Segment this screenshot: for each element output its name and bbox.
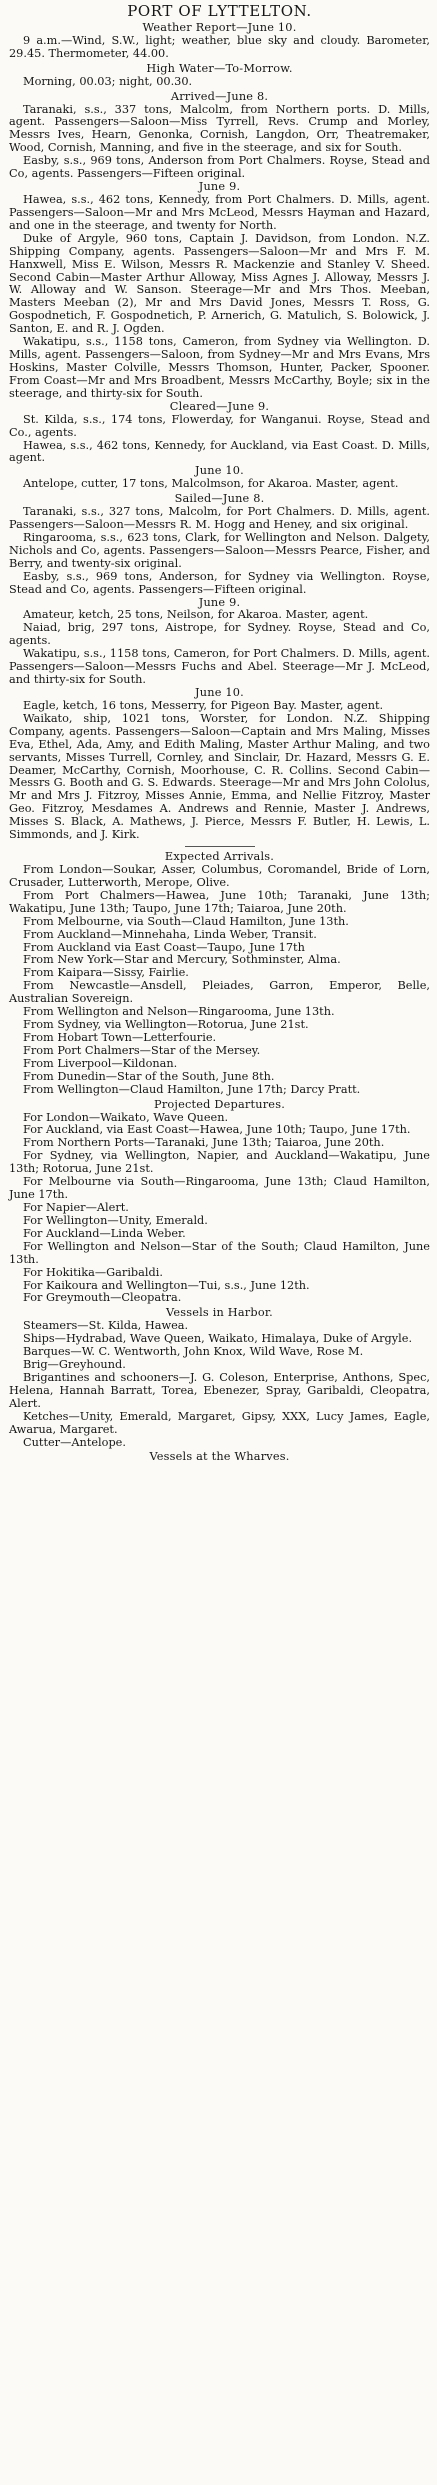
departure-entry: From Northern Ports—Taranaki, June 13th; Taiaroa, June 20th. bbox=[23, 1136, 385, 1150]
departure-entry: For Greymouth—Cleopatra. bbox=[23, 1291, 182, 1305]
expected-entry: From Melbourne, via South—Claud Hamilton, June 13th. bbox=[23, 914, 349, 928]
sailed-entry: Easby, s.s., 969 tons, Anderson, for Sydney via Wellington. Royse, Stead and Co, agents. Passengers—Fifteen original. bbox=[9, 569, 430, 596]
high-water-times: Morning, 00.03; night, 00.30. bbox=[23, 74, 193, 88]
departure-entry: For Napier—Alert. bbox=[23, 1200, 129, 1214]
date-subheading: June 9. bbox=[198, 180, 241, 194]
expected-entry: From Port Chalmers—Hawea, June 10th; Taranaki, June 13th; Wakatipu, June 13th; Taupo, June 17th; Taiaroa, June 20th. bbox=[9, 888, 430, 915]
departure-entry: For Wellington—Unity, Emerald. bbox=[23, 1213, 208, 1227]
vessels-in-harbor-heading: Vessels in Harbor. bbox=[166, 1306, 273, 1320]
harbor-entry: Cutter—Antelope. bbox=[23, 1435, 126, 1449]
weather-heading: Weather Report—June 10. bbox=[142, 21, 297, 34]
projected-departures-heading: Projected Departures. bbox=[154, 1097, 285, 1111]
expected-entry: From Newcastle—Ansdell, Pleiades, Garron, Emperor, Belle, Australian Sovereign. bbox=[9, 979, 430, 1006]
expected-entry: From Wellington and Nelson—Ringarooma, June 13th. bbox=[23, 1005, 335, 1019]
harbor-entry: Barques—W. C. Wentworth, John Knox, Wild Wave, Rose M. bbox=[23, 1345, 364, 1359]
departure-entry: For Wellington and Nelson—Star of the South; Claud Hamilton, June 13th. bbox=[9, 1239, 430, 1266]
harbor-entry: Brig—Greyhound. bbox=[23, 1358, 126, 1372]
harbor-entry: Ketches—Unity, Emerald, Margaret, Gipsy, XXX, Lucy James, Eagle, Awarua, Margaret. bbox=[9, 1409, 430, 1436]
sailed-entry: Waikato, ship, 1021 tons, Worster, for London. N.Z. Shipping Company, agents. Passengers—Saloon—Captain and Mrs Maling, Misses Eva, Ethel, Ada, Amy, and Edith Maling, Master Arthur Maling, and two servants, Misses Turrell, Cornley, and Sinclair, Dr. Hazard, Messrs G. E. Deamer, McCarthy, Cornish, Moorhouse, C. R. Collins. Second Cabin—Messrs G. Booth and G. S. Edwards. Steerage—Mr and Mrs John Cololus, Mr and Mrs J. Fitzroy, Misses Annie, Emma, and Nellie Fitzroy, Master Geo. Fitzroy, Mesdames A. Andrews and Rennie, Master J. Andrews, Misses S. Black, A. Mathews, J. Pierce, Messrs F. Butler, H. Lewis, L. Simmonds, and J. Kirk. bbox=[9, 711, 430, 842]
arrived-heading: Arrived—June 8. bbox=[170, 89, 269, 103]
departure-entry: For Sydney, via Wellington, Napier, and Auckland—Wakatipu, June 13th; Rotorua, June 21st. bbox=[9, 1149, 430, 1176]
weather-report: 9 a.m.—Wind, S.W., light; weather, blue sky and cloudy. Barometer, 29.45. Thermometer, 44.00. bbox=[9, 33, 430, 60]
sailed-entry: Ringarooma, s.s., 623 tons, Clark, for Wellington and Nelson. Dalgety, Nichols and Co, agents. Passengers—Saloon—Messrs Pearce, Fisher, and Berry, and twenty-six original. bbox=[9, 530, 430, 570]
cleared-entry: Antelope, cutter, 17 tons, Malcolmson, for Akaroa. Master, agent. bbox=[23, 477, 399, 491]
harbor-entry: Ships—Hydrabad, Wave Queen, Waikato, Himalaya, Duke of Argyle. bbox=[23, 1332, 413, 1346]
expected-entry: From London—Soukar, Asser, Columbus, Coromandel, Bride of Lorn, Crusader, Lutterworth, Merope, Olive. bbox=[9, 863, 430, 889]
sailed-entry: Wakatipu, s.s., 1158 tons, Cameron, for Port Chalmers. D. Mills, agent. Passengers—Saloon—Messrs Fuchs and Abel. Steerage—Mr J. McLeod, and thirty-six for South. bbox=[9, 647, 430, 687]
departure-entry: For Auckland, via East Coast—Hawea, June 10th; Taupo, June 17th. bbox=[23, 1123, 411, 1137]
arrival-entry: Wakatipu, s.s., 1158 tons, Cameron, from Sydney via Wellington. D. Mills, agent. Passengers—Saloon, from Sydney—Mr and Mrs Evans, Mrs Hoskins, Master Colville, Messrs Thomson, Hunter, Packer, Spooner. From Coast—Mr and Mrs Broadbent, Messrs McCarthy, Boyle; six in the steerage, and thirty-six for South. bbox=[9, 335, 430, 400]
expected-entry: From Kaipara—Sissy, Fairlie. bbox=[23, 966, 189, 980]
column-title: PORT OF LYTTELTON. bbox=[127, 2, 312, 20]
expected-entry: From Auckland via East Coast—Taupo, June 17th bbox=[23, 940, 305, 954]
expected-entry: From New York—Star and Mercury, Sothminster, Alma. bbox=[23, 953, 341, 967]
departure-entry: For Auckland—Linda Weber. bbox=[23, 1226, 186, 1240]
expected-entry: From Dunedin—Star of the South, June 8th. bbox=[23, 1069, 275, 1083]
expected-entry: From Sydney, via Wellington—Rotorua, June 21st. bbox=[23, 1018, 309, 1032]
arrival-entry: Hawea, s.s., 462 tons, Kennedy, from Port Chalmers. D. Mills, agent. Passengers—Saloon—Mr and Mrs McLeod, Messrs Hayman and Hazard, and one in the steerage, and twenty for North. bbox=[9, 192, 430, 232]
departure-entry: For Melbourne via South—Ringarooma, June 13th; Claud Hamilton, June 17th. bbox=[9, 1175, 430, 1202]
departure-entry: For Hokitika—Garibaldi. bbox=[23, 1265, 163, 1279]
sailed-heading: Sailed—June 8. bbox=[174, 492, 265, 506]
date-subheading: June 10. bbox=[195, 686, 244, 700]
date-subheading: June 9. bbox=[198, 595, 241, 609]
expected-entry: From Hobart Town—Letterfourie. bbox=[23, 1030, 217, 1044]
sailed-entry: Naiad, brig, 297 tons, Aistrope, for Sydney. Royse, Stead and Co, agents. bbox=[9, 621, 430, 648]
sailed-entry: Amateur, ketch, 25 tons, Neilson, for Akaroa. Master, agent. bbox=[23, 608, 369, 622]
arrival-entry: Easby, s.s., 969 tons, Anderson from Port Chalmers. Royse, Stead and Co, agents. Passengers—Fifteen original. bbox=[9, 154, 430, 181]
arrival-entry: Taranaki, s.s., 337 tons, Malcolm, from Northern ports. D. Mills, agent. Passengers—Saloon—Miss Tyrrell, Revs. Crump and Morley, Messrs Ives, Hearn, Genonka, Cornish, Langdon, Orr, Theatremaker, Wood, Cornish, Manning, and five in the steerage, and six for South. bbox=[9, 102, 430, 155]
harbor-entry: Brigantines and schooners—J. G. Coleson, Enterprise, Anthons, Spec, Helena, Hannah Barratt, Torea, Ebenezer, Spray, Garibaldi, Cleopatra, Alert. bbox=[9, 1370, 430, 1410]
harbor-entry: Steamers—St. Kilda, Hawea. bbox=[23, 1319, 189, 1333]
expected-entry: From Wellington—Claud Hamilton, June 17th; Darcy Pratt. bbox=[23, 1082, 361, 1096]
high-water-heading: High Water—To-Morrow. bbox=[146, 61, 293, 75]
sailed-entry: Eagle, ketch, 16 tons, Messerry, for Pigeon Bay. Master, agent. bbox=[23, 698, 384, 712]
departure-entry: For London—Waikato, Wave Queen. bbox=[23, 1110, 229, 1124]
date-subheading: June 10. bbox=[195, 464, 244, 478]
expected-arrivals-heading: Expected Arrivals. bbox=[164, 850, 275, 864]
sailed-entry: Taranaki, s.s., 327 tons, Malcolm, for Port Chalmers. D. Mills, agent. Passengers—Saloon—Messrs R. M. Hogg and Heney, and six original. bbox=[9, 505, 430, 532]
cleared-entry: Hawea, s.s., 462 tons, Kennedy, for Auckland, via East Coast. D. Mills, agent. bbox=[9, 438, 430, 465]
expected-entry: From Liverpool—Kildonan. bbox=[23, 1056, 178, 1070]
section-divider bbox=[185, 846, 255, 847]
cleared-entry: St. Kilda, s.s., 174 tons, Flowerday, for Wanganui. Royse, Stead and Co., agents. bbox=[9, 412, 430, 439]
arrival-entry: Duke of Argyle, 960 tons, Captain J. Davidson, from London. N.Z. Shipping Company, agents. Passengers—Saloon—Mr and Mrs F. M. Hanxwell, Miss E. Wilson, Messrs R. Mackenzie and Stanley V. Sheed. Second Cabin—Master Arthur Alloway, Miss Agnes J. Alloway, Messrs J. W. Alloway and W. Sanson. Steerage—Mr and Mrs Thos. Meeban, Masters Meeban (2), Mr and Mrs David Jones, Messrs T. Ross, G. Gospodnetich, F. Gospodnetich, P. Arnerich, G. Matulich, S. Bolowick, J. Santon, E. and R. J. Ogden. bbox=[9, 231, 430, 336]
cleared-heading: Cleared—June 9. bbox=[169, 399, 270, 413]
expected-entry: From Port Chalmers—Star of the Mersey. bbox=[23, 1043, 261, 1057]
vessels-at-wharves-heading: Vessels at the Wharves. bbox=[149, 1450, 290, 1464]
departure-entry: For Kaikoura and Wellington—Tui, s.s., June 12th. bbox=[23, 1278, 310, 1292]
expected-entry: From Auckland—Minnehaha, Linda Weber, Transit. bbox=[23, 927, 317, 941]
